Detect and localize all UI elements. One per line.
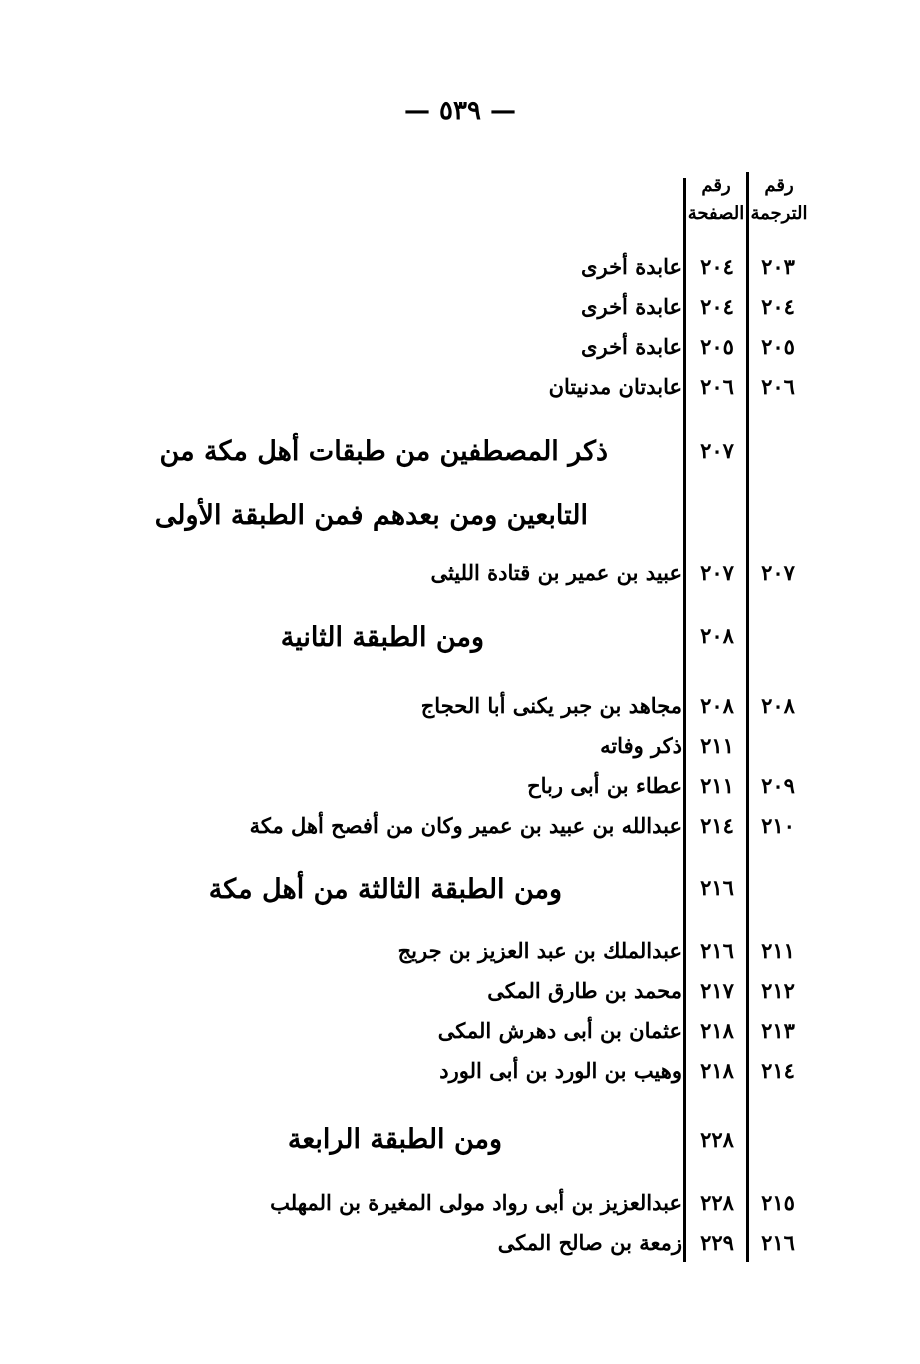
- entry-name: عبيد بن عمير بن قتادة الليثى: [430, 560, 682, 585]
- list-item: [0, 369, 920, 405]
- page-ref: ٢١٨: [700, 1058, 734, 1083]
- entry-name: ذكر وفاته: [600, 733, 682, 758]
- page-ref: ٢١٦: [700, 875, 734, 900]
- page-ref: ٢٠٧: [700, 438, 734, 463]
- entry-name: عبدالملك بن عبد العزيز بن جريج: [397, 938, 682, 963]
- section-heading-line: ذكر المصطفين من طبقات أهل مكة من: [159, 436, 608, 467]
- page-ref: ٢٠٤: [700, 254, 734, 279]
- entry-name: مجاهد بن جبر يكنى أبا الحجاج: [420, 693, 682, 718]
- page-ref: ٢٠٨: [700, 623, 734, 648]
- list-item: [0, 973, 920, 1009]
- tarjama-number: ٢٠٧: [761, 560, 795, 585]
- entry-name: زمعة بن صالح المكى: [497, 1230, 682, 1255]
- list-item: [0, 329, 920, 365]
- tarjama-number: ٢٠٣: [761, 254, 795, 279]
- entry-name: عابدة أخرى: [581, 254, 682, 279]
- header-tarjama-line2: الترجمة: [750, 203, 808, 224]
- entry-name: عبدالعزيز بن أبى رواد مولى المغيرة بن المهلب: [270, 1190, 682, 1215]
- header-tarjama: [750, 172, 808, 228]
- entry-name: عابدة أخرى: [581, 294, 682, 319]
- tarjama-number: ٢٠٩: [761, 773, 795, 798]
- tarjama-number: ٢١١: [761, 938, 795, 963]
- page-ref: ٢١١: [700, 733, 734, 758]
- list-item: [0, 808, 920, 844]
- entry-name: محمد بن طارق المكى: [487, 978, 682, 1003]
- section-heading-line: التابعين ومن بعدهم فمن الطبقة الأولى: [154, 500, 588, 531]
- section-heading-line: ومن الطبقة الرابعة: [287, 1124, 502, 1155]
- tarjama-number: ٢١٤: [761, 1058, 795, 1083]
- list-item: [0, 933, 920, 969]
- header-safha-line1: رقم: [701, 175, 731, 196]
- list-item: [0, 688, 920, 724]
- list-item: [0, 1225, 920, 1261]
- tarjama-number: ٢١٢: [761, 978, 795, 1003]
- list-item: [0, 768, 920, 804]
- page-ref: ٢٠٨: [700, 693, 734, 718]
- entry-name: وهيب بن الورد بن أبى الورد: [439, 1058, 682, 1083]
- header-safha-line2: الصفحة: [687, 203, 745, 224]
- page-ref: ٢٠٧: [700, 560, 734, 585]
- page-ref: ٢٠٦: [700, 374, 734, 399]
- tarjama-number: ٢٠٥: [761, 334, 795, 359]
- entry-name: عبدالله بن عبيد بن عمير وكان من أفصح أهل مكة: [249, 813, 682, 838]
- tarjama-number: ٢١٠: [761, 813, 795, 838]
- list-item: [0, 249, 920, 285]
- page-ref: ٢١٦: [700, 938, 734, 963]
- tarjama-number: ٢٠٦: [761, 374, 795, 399]
- list-item: [0, 1185, 920, 1221]
- page-ref: ٢٢٨: [700, 1190, 734, 1215]
- entry-name: عابدة أخرى: [581, 334, 682, 359]
- list-item: [0, 289, 920, 325]
- page-ref: ٢١٤: [700, 813, 734, 838]
- header-tarjama-line1: رقم: [764, 175, 794, 196]
- tarjama-number: ٢١٦: [761, 1230, 795, 1255]
- page-ref: ٢١١: [700, 773, 734, 798]
- page-ref: ٢٠٤: [700, 294, 734, 319]
- tarjama-number: [750, 728, 806, 764]
- page-ref: ٢٢٩: [700, 1230, 734, 1255]
- list-item: [0, 728, 920, 764]
- section-heading-line: ومن الطبقة الثالثة من أهل مكة: [208, 874, 562, 905]
- list-item: [0, 1013, 920, 1049]
- page-ref: ٢٢٨: [700, 1127, 734, 1152]
- page-ref: ٢١٧: [700, 978, 734, 1003]
- page-ref: ٢١٨: [700, 1018, 734, 1043]
- tarjama-number: ٢١٥: [761, 1190, 795, 1215]
- list-item: [0, 555, 920, 591]
- page-number: — ٥٣٩ —: [403, 96, 517, 126]
- page-ref: ٢٠٥: [700, 334, 734, 359]
- tarjama-number: ٢٠٤: [761, 294, 795, 319]
- tarjama-number: ٢١٣: [761, 1018, 795, 1043]
- tarjama-number: ٢٠٨: [761, 693, 795, 718]
- list-item: [0, 1053, 920, 1089]
- entry-name: عطاء بن أبى رباح: [527, 773, 682, 798]
- header-safha: [686, 172, 746, 228]
- entry-name: عثمان بن أبى دهرش المكى: [437, 1018, 682, 1043]
- section-heading-line: ومن الطبقة الثانية: [280, 622, 484, 653]
- entry-name: عابدتان مدنيتان: [548, 374, 682, 399]
